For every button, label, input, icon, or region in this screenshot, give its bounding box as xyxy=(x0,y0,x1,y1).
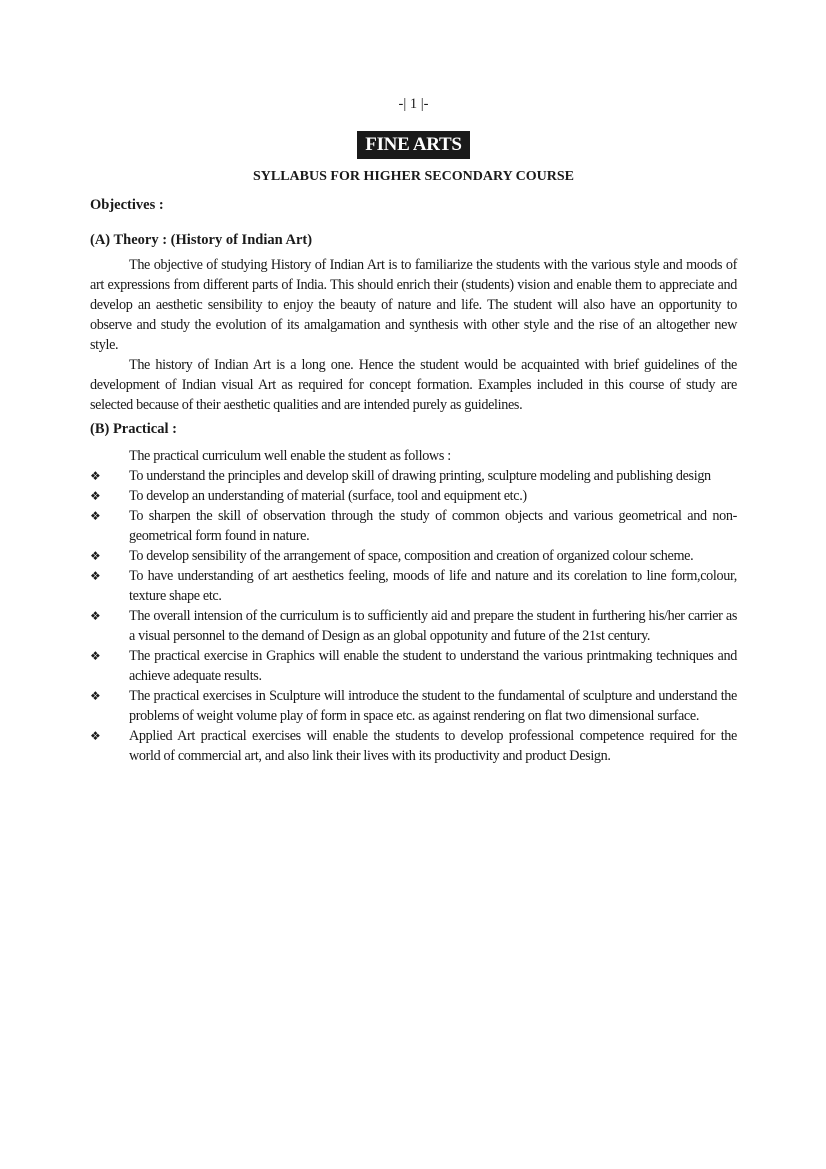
diamond-bullet-icon: ❖ xyxy=(90,729,101,743)
theory-paragraph: The objective of studying History of Indian Art is to familiarize the students with the various style and moods of art expressions from different parts of India. This should enrich their (students) vision and enable them to appreciate and develop an aesthetic sensibility to enjoy the beauty of nature and life. The student will also have an opportunity to observe and study the evolution of its amalgamation and synthesis with other style and the rise of an altogether new style. xyxy=(90,257,737,353)
list-item-text: To develop sensibility of the arrangement of space, composition and creation of organized colour scheme. xyxy=(129,548,694,564)
diamond-bullet-icon: ❖ xyxy=(90,549,101,563)
diamond-bullet-icon: ❖ xyxy=(90,569,101,583)
diamond-bullet-icon: ❖ xyxy=(90,649,101,663)
theory-heading: (A) Theory : (History of Indian Art) xyxy=(90,232,313,248)
document-page xyxy=(90,96,737,766)
list-item xyxy=(90,566,737,606)
objectives-heading: Objectives : xyxy=(90,197,164,213)
list-item xyxy=(90,466,737,486)
diamond-bullet-icon: ❖ xyxy=(90,609,101,623)
list-item-text: To sharpen the skill of observation through the study of common objects and various geometrical and non-geometrical form found in nature. xyxy=(129,508,737,544)
page-title: FINE ARTS xyxy=(357,131,469,159)
list-item xyxy=(90,546,737,566)
list-item-text: To understand the principles and develop skill of drawing printing, sculpture modeling and publishing design xyxy=(129,468,711,484)
practical-heading: (B) Practical : xyxy=(90,421,177,437)
page-number: -| 1 |- xyxy=(398,96,429,112)
list-item-text: To have understanding of art aesthetics feeling, moods of life and nature and its corelation to line form,colour, texture shape etc. xyxy=(129,568,737,604)
list-item xyxy=(90,726,737,766)
theory-paragraph: The history of Indian Art is a long one. Hence the student would be acquainted with brief guidelines of the development of Indian visual Art as required for concept formation. Examples included in this course of study are selected because of their aesthetic qualities and are intended purely as guidelines. xyxy=(90,357,737,413)
list-item xyxy=(90,486,737,506)
page-subtitle: SYLLABUS FOR HIGHER SECONDARY COURSE xyxy=(252,169,575,184)
list-item-text: Applied Art practical exercises will enable the students to develop professional competence required for the world of commercial art, and also link their lives with its productivity and product Design. xyxy=(129,728,737,764)
diamond-bullet-icon: ❖ xyxy=(90,469,101,483)
practical-intro: The practical curriculum well enable the student as follows : xyxy=(129,448,451,464)
list-item-text: The practical exercises in Sculpture will introduce the student to the fundamental of sculpture and understand the problems of weight volume play of form in space etc. as against rendering on flat two dimensional surface. xyxy=(129,688,737,724)
list-item-text: The overall intension of the curriculum is to sufficiently aid and prepare the student in furthering his/her carrier as a visual personnel to the demand of Design as an global oppotunity and future of the 21st century. xyxy=(129,608,737,644)
diamond-bullet-icon: ❖ xyxy=(90,689,101,703)
list-item xyxy=(90,646,737,686)
list-item xyxy=(90,606,737,646)
list-item-text: To develop an understanding of material (surface, tool and equipment etc.) xyxy=(129,488,527,504)
diamond-bullet-icon: ❖ xyxy=(90,489,101,503)
list-item xyxy=(90,686,737,726)
title-wrap xyxy=(90,131,737,159)
diamond-bullet-icon: ❖ xyxy=(90,509,101,523)
list-item xyxy=(90,506,737,546)
practical-list xyxy=(90,466,737,766)
list-item-text: The practical exercise in Graphics will enable the student to understand the various printmaking techniques and achieve adequate results. xyxy=(129,648,737,684)
